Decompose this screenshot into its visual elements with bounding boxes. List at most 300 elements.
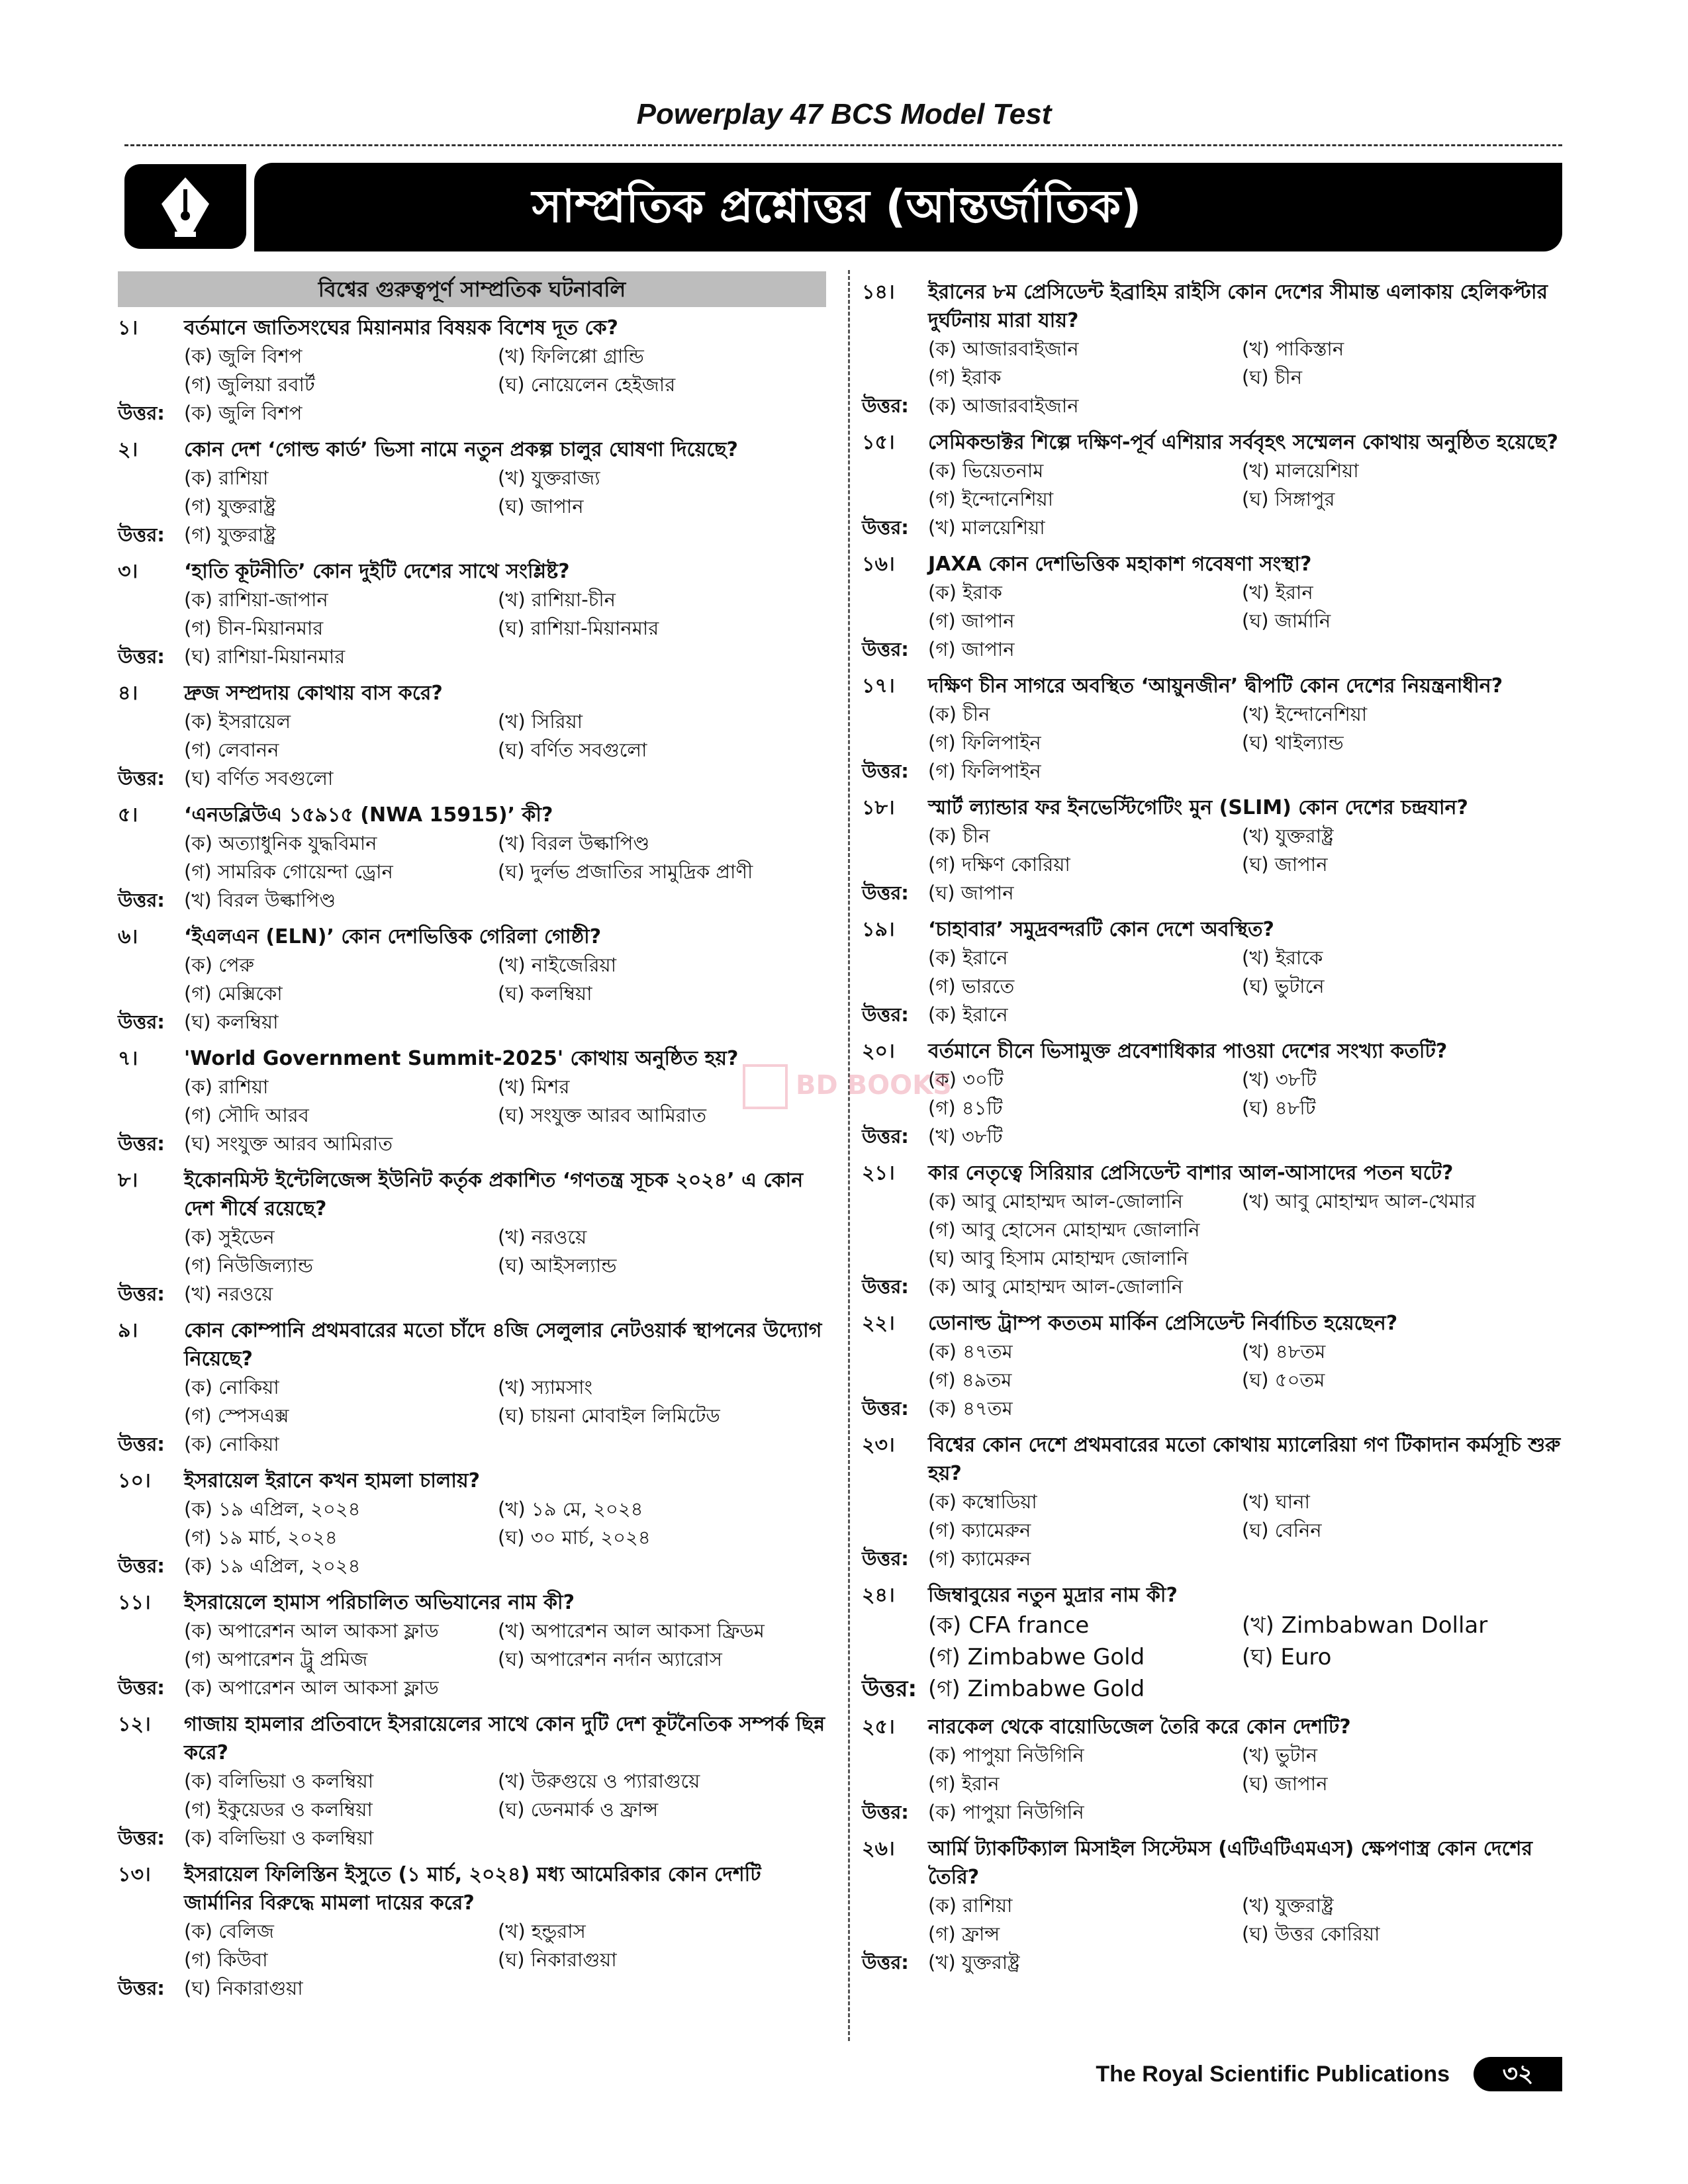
option: (খ) পাকিস্তান: [1242, 338, 1344, 360]
option: (গ) Zimbabwe Gold: [928, 1644, 1145, 1670]
answer-text: (গ) জাপান: [928, 638, 1015, 660]
answer-text: (ক) নোকিয়া: [184, 1433, 279, 1455]
question-text: বিশ্বের কোন দেশে প্রথমবারের মতো কোথায় ম্যালেরিয়া গণ টিকাদান কর্মসূচি শুরু হয়?: [928, 1433, 1561, 1485]
left-column: [118, 314, 833, 2011]
option: (খ) ইরান: [1242, 581, 1313, 604]
option: (ক) বেলিজ: [184, 1920, 274, 1942]
question-number: ১।: [118, 316, 138, 340]
option: (ঘ) বেনিন: [1242, 1519, 1322, 1541]
option: (ক) রাশিয়া: [184, 467, 269, 489]
question-block: [862, 1713, 1577, 1827]
option: (ঘ) Euro: [1242, 1644, 1332, 1670]
option: (ক) চীন: [928, 825, 990, 847]
question-number: ৪।: [118, 682, 138, 705]
option: (গ) যুক্তরাষ্ট্র: [184, 495, 276, 518]
option: (খ) ভুটান: [1242, 1744, 1318, 1766]
option: (ক) CFA france: [928, 1612, 1090, 1639]
right-column: [862, 278, 1577, 1985]
answer-text: (গ) ক্যামেরুন: [928, 1547, 1031, 1570]
question-number: ৩।: [118, 560, 138, 583]
question-text: দক্ষিণ চীন সাগরে অবস্থিত ‘আয়ুনজীন’ দ্বীপটি কোন দেশের নিয়ন্ত্রনাধীন?: [928, 674, 1503, 698]
answer-row: [862, 1273, 1577, 1301]
option: (ঘ) সিঙ্গাপুর: [1242, 488, 1335, 510]
option: (গ) কিউবা: [184, 1948, 268, 1971]
question-row: [118, 1044, 833, 1073]
option: (ঘ) ৪৮টি: [1242, 1097, 1316, 1119]
options-grid: [118, 464, 833, 521]
answer-label: উত্তর:: [118, 1676, 165, 1699]
question-block: [118, 923, 833, 1036]
banner-icon-box: [124, 164, 246, 249]
answer-text: (ঘ) জাপান: [928, 882, 1014, 904]
answer-text: (ক) বলিভিয়া ও কলম্বিয়া: [184, 1827, 374, 1849]
question-block: [118, 435, 833, 549]
option: (ক) রাশিয়া: [928, 1894, 1013, 1917]
question-row: [118, 435, 833, 464]
option: (খ) বিরল উল্কাপিণ্ড: [498, 832, 650, 854]
options-grid: [862, 578, 1577, 635]
page-number: ৩২: [1474, 2057, 1562, 2091]
question-text: ইসরায়েল ফিলিস্তিন ইসুতে (১ মার্চ, ২০২৪) মধ্য আমেরিকার কোন দেশটি জার্মানির বিরুদ্ধে মামলা দায়ের করে?: [184, 1863, 761, 1915]
option: (খ) ৩৮টি: [1242, 1068, 1317, 1091]
column-divider: [848, 270, 850, 2041]
option: (ক) ৪৭তম: [928, 1340, 1013, 1363]
answer-label: উত্তর:: [118, 889, 165, 911]
fountain-pen-icon: [155, 175, 216, 238]
option: (খ) আবু মোহাম্মদ আল-খেমার: [1242, 1190, 1476, 1212]
question-row: [862, 1835, 1577, 1891]
options-grid: [118, 1223, 833, 1280]
answer-text: (ঘ) বর্ণিত সবগুলো: [184, 767, 334, 790]
options-grid: [118, 342, 833, 399]
answer-row: [118, 521, 833, 549]
question-block: [118, 679, 833, 793]
option: (ঘ) নিকারাগুয়া: [498, 1948, 617, 1971]
answer-row: [862, 1545, 1577, 1573]
question-number: ১৯।: [862, 918, 895, 941]
question-block: [118, 801, 833, 915]
question-block: [862, 428, 1577, 542]
watermark: [728, 1059, 966, 1112]
question-row: [118, 1860, 833, 1917]
question-text: বর্তমানে জাতিসংঘের মিয়ানমার বিষয়ক বিশেষ দূত কে?: [184, 316, 618, 340]
option: (খ) ফিলিপ্পো গ্রান্ডি: [498, 345, 644, 367]
option: (খ) ১৯ মে, ২০২৪: [498, 1498, 643, 1520]
options-grid: [862, 335, 1577, 392]
answer-row: [862, 1122, 1577, 1151]
answer-label: উত্তর:: [862, 1397, 909, 1420]
question-row: [862, 1037, 1577, 1066]
question-text: ইকোনমিস্ট ইন্টেলিজেন্স ইউনিট কর্তৃক প্রকাশিত ‘গণতন্ত্র সূচক ২০২৪’ এ কোন দেশ শীর্ষে রয়েছে?: [184, 1169, 804, 1220]
option: (গ) চীন-মিয়ানমার: [184, 617, 324, 639]
option: (ঘ) কলম্বিয়া: [498, 982, 592, 1005]
option: (ঘ) উত্তর কোরিয়া: [1242, 1923, 1380, 1945]
option: (খ) অপারেশন আল আকসা ফ্রিডম: [498, 1619, 765, 1642]
question-text: ইরানের ৮ম প্রেসিডেন্ট ইব্রাহিম রাইসি কোন দেশের সীমান্ত এলাকায় হেলিকপ্টার দুর্ঘটনায় মারা যায়?: [928, 281, 1548, 332]
option: (ক) বলিভিয়া ও কলম্বিয়া: [184, 1770, 374, 1792]
option: (খ) নরওয়ে: [498, 1226, 587, 1248]
option: (খ) সিরিয়া: [498, 710, 583, 733]
option: (ঘ) অপারেশন নর্দান অ্যারোস: [498, 1648, 722, 1670]
question-block: [118, 314, 833, 428]
option: (গ) ৪৯তম: [928, 1369, 1012, 1391]
watermark-text: BD BOOKS: [796, 1070, 952, 1101]
option: (খ) ঘানা: [1242, 1490, 1310, 1513]
options-grid: [862, 700, 1577, 757]
option: (ক) অত্যাধুনিক যুদ্ধবিমান: [184, 832, 377, 854]
options-grid: [118, 707, 833, 764]
answer-row: [118, 1280, 833, 1308]
question-number: ২৬।: [862, 1837, 895, 1860]
answer-label: উত্তর:: [862, 1676, 917, 1702]
option: (ঘ) জার্মানি: [1242, 610, 1331, 632]
option: (গ) জুলিয়া রবার্ট: [184, 373, 315, 396]
options-grid: [118, 1073, 833, 1130]
answer-label: উত্তর:: [862, 1547, 909, 1570]
answer-row: [118, 1824, 833, 1852]
option: (গ) আবু হোসেন মোহাম্মদ জোলানি: [928, 1218, 1200, 1241]
question-block: [118, 1044, 833, 1158]
question-text: নারকেল থেকে বায়োডিজেল তৈরি করে কোন দেশটি?: [928, 1715, 1351, 1739]
answer-label: উত্তর:: [118, 402, 165, 424]
options-grid: [118, 951, 833, 1008]
answer-row: [118, 1430, 833, 1459]
question-row: [118, 923, 833, 951]
answer-text: (ক) জুলি বিশপ: [184, 402, 303, 424]
options-grid: [118, 1373, 833, 1430]
option: (ক) কম্বোডিয়া: [928, 1490, 1037, 1513]
options-grid: [862, 1338, 1577, 1394]
question-number: ১৭।: [862, 674, 895, 698]
question-block: [118, 557, 833, 671]
question-block: [862, 794, 1577, 907]
question-text: সেমিকন্ডাক্টর শিল্পে দক্ষিণ-পূর্ব এশিয়ার সর্ববৃহৎ সম্মেলন কোথায় অনুষ্ঠিত হয়েছে?: [928, 431, 1558, 454]
option: (ঘ) জাপান: [498, 495, 584, 518]
question-number: ৬।: [118, 925, 138, 948]
question-text: কোন কোম্পানি প্রথমবারের মতো চাঁদে ৪জি সেলুলার নেটওয়ার্ক স্থাপনের উদ্যোগ নিয়েছে?: [184, 1319, 822, 1371]
question-text: জিম্বাবুয়ের নতুন মুদ্রার নাম কী?: [928, 1584, 1178, 1607]
answer-text: (ক) অপারেশন আল আকসা ফ্লাড: [184, 1676, 439, 1699]
option: (খ) যুক্তরাষ্ট্র: [1242, 1894, 1334, 1917]
question-block: [118, 1166, 833, 1308]
options-grid: [118, 1495, 833, 1552]
options-grid: [118, 1767, 833, 1824]
question-text: ‘ইএলএন (ELN)’ কোন দেশভিত্তিক গেরিলা গোষ্ঠী?: [184, 925, 602, 948]
answer-label: উত্তর:: [862, 1125, 909, 1148]
option: (ক) রাশিয়া: [184, 1075, 269, 1098]
options-grid: [862, 1066, 1577, 1122]
option: (গ) অপারেশন ট্রু প্রমিজ: [184, 1648, 368, 1670]
answer-text: (ক) ১৯ এপ্রিল, ২০২৪: [184, 1555, 361, 1577]
option: (খ) ৪৮তম: [1242, 1340, 1326, 1363]
answer-row: [862, 1001, 1577, 1029]
question-text: বর্তমানে চীনে ভিসামুক্ত প্রবেশাধিকার পাওয়া দেশের সংখ্যা কতটি?: [928, 1040, 1448, 1063]
question-text: JAXA কোন দেশভিত্তিক মহাকাশ গবেষণা সংস্থা?: [928, 553, 1312, 576]
answer-row: [118, 1130, 833, 1158]
question-block: [862, 1159, 1577, 1301]
answer-label: উত্তর:: [862, 1951, 909, 1974]
question-text: ইসরায়েল ইরানে কখন হামলা চালায়?: [184, 1469, 481, 1492]
question-number: ৯।: [118, 1319, 138, 1342]
question-text: 'World Government Summit-2025' কোথায় অনুষ্ঠিত হয়?: [184, 1047, 739, 1070]
option: (ঘ) সংযুক্ত আরব আমিরাত: [498, 1104, 706, 1126]
option: (ঘ) ভুটানে: [1242, 975, 1325, 997]
answer-label: উত্তর:: [862, 1275, 909, 1298]
option: (ক) আজারবাইজান: [928, 338, 1079, 360]
option: (গ) ১৯ মার্চ, ২০২৪: [184, 1526, 338, 1549]
options-grid: [862, 822, 1577, 879]
option: (ক) অপারেশন আল আকসা ফ্লাড: [184, 1619, 439, 1642]
question-row: [118, 1166, 833, 1223]
answer-label: উত্তর:: [118, 1977, 165, 1999]
option: (খ) যুক্তরাজ্য: [498, 467, 600, 489]
question-number: ২০।: [862, 1040, 895, 1063]
answer-text: (ঘ) রাশিয়া-মিয়ানমার: [184, 645, 346, 668]
options-grid: [862, 1187, 1577, 1273]
option: (ঘ) আবু হিসাম মোহাম্মদ জোলানি: [928, 1247, 1189, 1269]
answer-label: উত্তর:: [118, 1433, 165, 1455]
answer-label: উত্তর:: [118, 767, 165, 790]
question-text: ‘চাহাবার’ সমুদ্রবন্দরটি কোন দেশে অবস্থিত?: [928, 918, 1274, 941]
answer-label: উত্তর:: [118, 1555, 165, 1577]
question-number: ৭।: [118, 1047, 138, 1070]
question-row: [118, 1316, 833, 1373]
question-number: ১৮।: [862, 796, 895, 819]
question-number: ২।: [118, 438, 138, 461]
answer-row: [862, 1948, 1577, 1977]
option: (ঘ) ৩০ মার্চ, ২০২৪: [498, 1526, 651, 1549]
book-logo-icon: [743, 1064, 788, 1109]
question-row: [118, 314, 833, 342]
option: (ক) নোকিয়া: [184, 1376, 279, 1398]
option: (গ) ইন্দোনেশিয়া: [928, 488, 1054, 510]
options-grid: [118, 1617, 833, 1674]
option: (গ) সামরিক গোয়েন্দা ড্রোন: [184, 860, 393, 883]
question-text: ডোনাল্ড ট্রাম্প কততম মার্কিন প্রেসিডেন্ট নির্বাচিত হয়েছেন?: [928, 1312, 1398, 1335]
option: (ক) ভিয়েতনাম: [928, 459, 1044, 482]
answer-label: উত্তর:: [862, 638, 909, 660]
option: (ক) চীন: [928, 703, 990, 725]
question-row: [118, 557, 833, 586]
question-number: ১৪।: [862, 281, 895, 304]
option: (ক) ইসরায়েল: [184, 710, 291, 733]
question-block: [862, 1037, 1577, 1151]
option: (গ) ফ্রান্স: [928, 1923, 1000, 1945]
answer-label: উত্তর:: [862, 1801, 909, 1823]
options-grid: [862, 1741, 1577, 1798]
option: (গ) লেবানন: [184, 739, 279, 761]
question-block: [862, 1835, 1577, 1977]
answer-text: (গ) Zimbabwe Gold: [928, 1676, 1145, 1702]
answer-row: [862, 757, 1577, 786]
answer-text: (গ) যুক্তরাষ্ট্র: [184, 523, 276, 546]
question-row: [862, 428, 1577, 457]
answer-row: [118, 399, 833, 428]
question-number: ৮।: [118, 1169, 138, 1192]
option: (খ) উরুগুয়ে ও প্যারাগুয়ে: [498, 1770, 700, 1792]
answer-row: [862, 879, 1577, 907]
option: (গ) ৪১টি: [928, 1097, 1003, 1119]
answer-label: উত্তর:: [118, 1132, 165, 1155]
question-row: [862, 1309, 1577, 1338]
answer-label: উত্তর:: [118, 1283, 165, 1305]
answer-text: (ঘ) কলম্বিয়া: [184, 1011, 279, 1033]
option: (গ) সৌদি আরব: [184, 1104, 309, 1126]
section-heading: বিশ্বের গুরুত্বপূর্ণ সাম্প্রতিক ঘটনাবলি: [118, 271, 826, 307]
option: (খ) Zimbabwan Dollar: [1242, 1612, 1488, 1639]
question-number: ২২।: [862, 1312, 895, 1335]
answer-label: উত্তর:: [862, 882, 909, 904]
option: (খ) যুক্তরাষ্ট্র: [1242, 825, 1334, 847]
option: (ঘ) নোয়েলেন হেইজার: [498, 373, 676, 396]
answer-row: [118, 764, 833, 793]
question-number: ৫।: [118, 803, 138, 827]
question-block: [118, 1860, 833, 2003]
option: (ঘ) থাইল্যান্ড: [1242, 731, 1344, 754]
option: (গ) ইরান: [928, 1772, 1000, 1795]
option: (ঘ) রাশিয়া-মিয়ানমার: [498, 617, 659, 639]
options-grid: [862, 1891, 1577, 1948]
option: (খ) স্যামসাং: [498, 1376, 593, 1398]
question-row: [862, 794, 1577, 822]
question-block: [862, 915, 1577, 1029]
option: (ক) জুলি বিশপ: [184, 345, 303, 367]
option: (ঘ) ডেনমার্ক ও ফ্রান্স: [498, 1798, 659, 1821]
question-row: [862, 1713, 1577, 1741]
footer-publisher: The Royal Scientific Publications: [1096, 2062, 1450, 2087]
header-divider: [124, 144, 1562, 146]
answer-label: উত্তর:: [862, 516, 909, 539]
question-block: [118, 1588, 833, 1702]
question-row: [118, 1467, 833, 1495]
question-text: গাজায় হামলার প্রতিবাদে ইসরায়েলের সাথে কোন দুটি দেশ কূটনৈতিক সম্পর্ক ছিন্ন করে?: [184, 1713, 825, 1764]
question-text: ‘এনডব্লিউএ ১৫৯১৫ (NWA 15915)’ কী?: [184, 803, 553, 827]
option: (ক) ইরানে: [928, 946, 1008, 969]
answer-row: [118, 1552, 833, 1580]
answer-text: (ক) আবু মোহাম্মদ আল-জোলানি: [928, 1275, 1183, 1298]
question-number: ১৩।: [118, 1863, 151, 1886]
question-row: [862, 1159, 1577, 1187]
answer-text: (ক) আজারবাইজান: [928, 394, 1079, 417]
answer-row: [862, 1798, 1577, 1827]
answer-row: [862, 1673, 1577, 1705]
question-number: ১১।: [118, 1591, 151, 1614]
option: (গ) ক্যামেরুন: [928, 1519, 1031, 1541]
answer-text: (ক) ৪৭তম: [928, 1397, 1013, 1420]
answer-row: [862, 1394, 1577, 1423]
question-text: স্মার্ট ল্যান্ডার ফর ইনভেস্টিগেটিং মুন (SLIM) কোন দেশের চন্দ্রযান?: [928, 796, 1468, 819]
answer-text: (ঘ) নিকারাগুয়া: [184, 1977, 303, 1999]
question-row: [118, 1710, 833, 1767]
question-number: ২৪।: [862, 1584, 895, 1607]
answer-label: উত্তর:: [862, 394, 909, 417]
answer-label: উত্তর:: [118, 1827, 165, 1849]
question-number: ১৫।: [862, 431, 895, 454]
answer-text: (খ) নরওয়ে: [184, 1283, 273, 1305]
question-block: [862, 672, 1577, 786]
question-row: [862, 672, 1577, 700]
option: (খ) নাইজেরিয়া: [498, 954, 617, 976]
options-grid: [118, 829, 833, 886]
options-grid: [862, 1488, 1577, 1545]
options-grid: [862, 944, 1577, 1001]
answer-text: (ক) পাপুয়া নিউগিনি: [928, 1801, 1084, 1823]
option: (খ) ইরাকে: [1242, 946, 1323, 969]
answer-text: (ক) ইরানে: [928, 1003, 1008, 1026]
question-block: [118, 1316, 833, 1459]
answer-label: উত্তর:: [118, 645, 165, 668]
banner-title: সাম্প্রতিক প্রশ্নোত্তর (আন্তর্জাতিক): [532, 181, 1142, 233]
answer-label: উত্তর:: [118, 523, 165, 546]
answer-row: [118, 886, 833, 915]
question-text: কোন দেশ ‘গোল্ড কার্ড’ ভিসা নামে নতুন প্রকল্প চালুর ঘোষণা দিয়েছে?: [184, 438, 738, 461]
option: (ক) পাপুয়া নিউগিনি: [928, 1744, 1084, 1766]
option: (ক) সুইডেন: [184, 1226, 275, 1248]
option: (খ) হন্ডুরাস: [498, 1920, 586, 1942]
option: (ঘ) চীন: [1242, 366, 1303, 388]
question-block: [862, 1431, 1577, 1573]
option: (খ) মালয়েশিয়া: [1242, 459, 1359, 482]
question-block: [118, 1710, 833, 1852]
option: (ক) রাশিয়া-জাপান: [184, 588, 328, 611]
option: (ঘ) দুর্লভ প্রজাতির সামুদ্রিক প্রাণী: [498, 860, 753, 883]
answer-row: [862, 514, 1577, 542]
question-row: [862, 1431, 1577, 1488]
question-row: [118, 679, 833, 707]
answer-text: (খ) মালয়েশিয়া: [928, 516, 1045, 539]
answer-text: (খ) যুক্তরাষ্ট্র: [928, 1951, 1020, 1974]
question-text: আর্মি ট্যাকটিক্যাল মিসাইল সিস্টেমস (এটিএটিএমএস) ক্ষেপণাস্ত্র কোন দেশের তৈরি?: [928, 1837, 1532, 1889]
option: (ঘ) জাপান: [1242, 853, 1328, 876]
question-number: ২৫।: [862, 1715, 895, 1739]
option: (ক) ১৯ এপ্রিল, ২০২৪: [184, 1498, 361, 1520]
question-row: [862, 278, 1577, 335]
answer-text: (খ) ৩৮টি: [928, 1125, 1003, 1148]
question-text: ইসরায়েলে হামাস পরিচালিত অভিযানের নাম কী?: [184, 1591, 575, 1614]
answer-row: [118, 1008, 833, 1036]
question-text: ‘হাতি কূটনীতি’ কোন দুইটি দেশের সাথে সংশ্লিষ্ট?: [184, 560, 570, 583]
option: (ঘ) চায়না মোবাইল লিমিটেড: [498, 1404, 720, 1427]
question-number: ১০।: [118, 1469, 151, 1492]
option: (ক) ইরাক: [928, 581, 1002, 604]
question-text: কার নেতৃত্বে সিরিয়ার প্রেসিডেন্ট বাশার আল-আসাদের পতন ঘটে?: [928, 1161, 1454, 1185]
option: (ঘ) বর্ণিত সবগুলো: [498, 739, 647, 761]
option: (গ) স্পেসএক্স: [184, 1404, 289, 1427]
answer-label: উত্তর:: [862, 1003, 909, 1026]
option: (গ) ইরাক: [928, 366, 1002, 388]
question-row: [862, 1581, 1577, 1610]
answer-text: (গ) ফিলিপাইন: [928, 760, 1041, 782]
question-number: ১৬।: [862, 553, 895, 576]
option: (গ) জাপান: [928, 610, 1015, 632]
options-grid: [862, 457, 1577, 514]
answer-row: [862, 635, 1577, 664]
question-block: [862, 1581, 1577, 1705]
option: (ঘ) জাপান: [1242, 1772, 1328, 1795]
question-number: ২১।: [862, 1161, 895, 1185]
question-number: ২৩।: [862, 1433, 895, 1457]
options-grid: [862, 1610, 1577, 1673]
option: (ক) ৩০টি: [928, 1068, 1004, 1091]
option: (গ) ফিলিপাইন: [928, 731, 1041, 754]
answer-text: (খ) বিরল উল্কাপিণ্ড: [184, 889, 336, 911]
question-row: [118, 801, 833, 829]
question-row: [862, 550, 1577, 578]
answer-label: উত্তর:: [862, 760, 909, 782]
question-number: ১২।: [118, 1713, 151, 1736]
question-block: [862, 1309, 1577, 1423]
option: (ক) আবু মোহাম্মদ আল-জোলানি: [928, 1190, 1183, 1212]
